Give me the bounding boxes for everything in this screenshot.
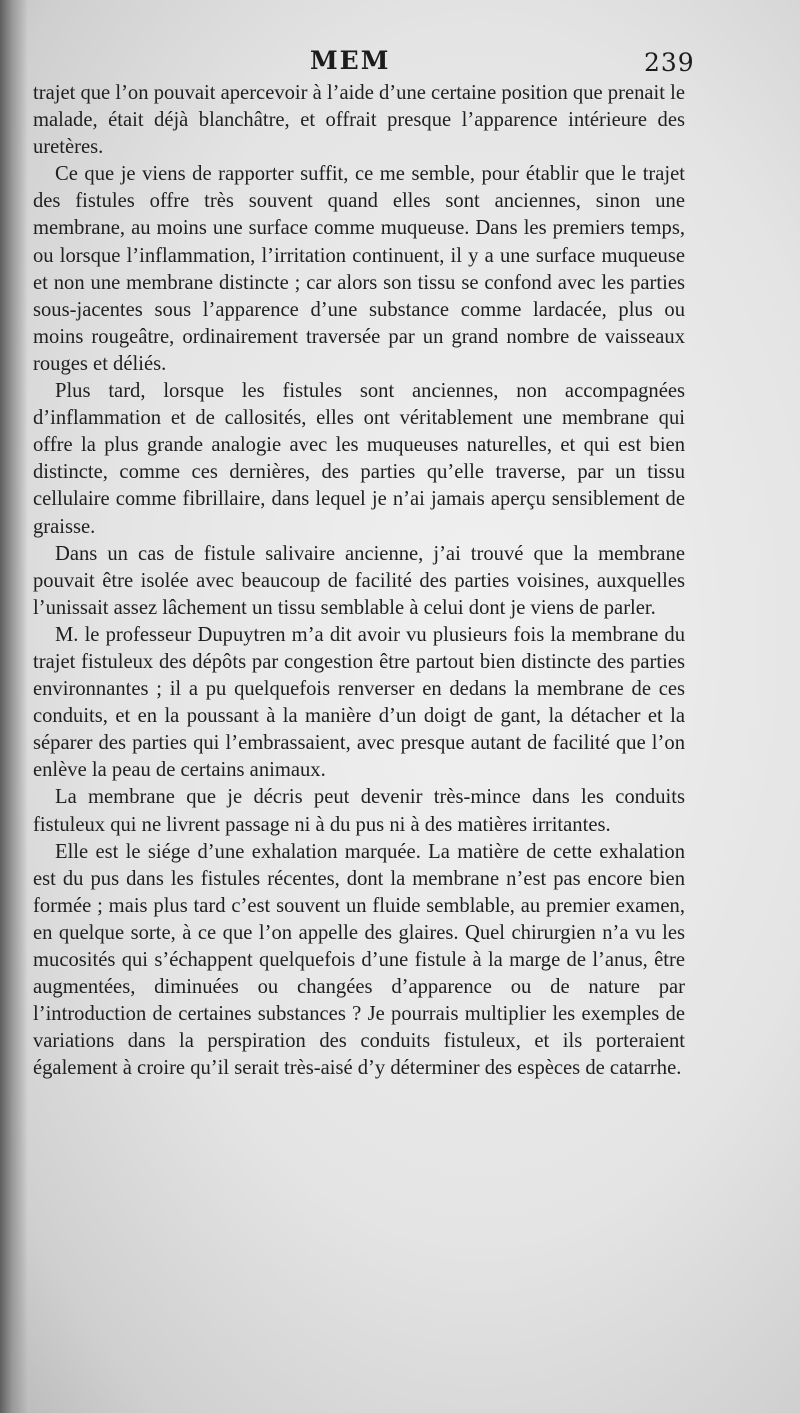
paragraph-6: La membrane que je décris peut devenir très-mince dans les conduits fistuleux qui ne livrent passage ni à du pus ni à des matières irritantes.	[33, 786, 685, 836]
paragraph-7: Elle est le siége d’une exhalation marquée. La matière de cette exhalation est du pus dans les fistules récentes, dont la membrane n’est pas encore bien formée ; mais plus tard c’est souvent un fluide semblable, au premier examen, en quelque sorte, à ce que l’on appelle des glaires. Quel chirurgien n’a vu les mucosités qui s’échappent quelquefois d’une fistule à la marge de l’anus, être augmentées, diminuées ou changées d’apparence ou de nature par l’introduction de certaines substances ? Je pourrais multiplier les exemples de variations dans la perspiration des conduits fistuleux, et ils porteraient également à croire qu’il serait très-aisé d’y déterminer des espèces de catarrhe.	[33, 840, 685, 1080]
paragraph-3: Plus tard, lorsque les fistules sont anciennes, non accompagnées d’inflammation et de callosités, elles ont véritablement une membrane qui offre la plus grande analogie avec les muqueuses naturelles, et qui est bien distincte, comme ces dernières, des parties qu’elle traverse, par un tissu cellulaire comme fibrillaire, dans lequel je n’ai jamais aperçu sensiblement de graisse.	[33, 380, 685, 538]
page-header	[0, 42, 800, 82]
paragraph-4: Dans un cas de fistule salivaire ancienne, j’ai trouvé que la membrane pouvait être isolée avec beaucoup de facilité des parties voisines, auxquelles l’unissait assez lâchement un tissu semblable à celui dont je viens de parler.	[33, 542, 685, 619]
running-head: MEM	[310, 46, 391, 75]
paragraph-1: trajet que l’on pouvait apercevoir à l’aide d’une certaine position que prenait le malade, était déjà blanchâtre, et offrait presque l’apparence intérieure des uretères.	[33, 82, 685, 159]
page-gutter-shadow	[0, 0, 28, 1413]
paragraph-5: M. le professeur Dupuytren m’a dit avoir vu plusieurs fois la membrane du trajet fistuleux des dépôts par congestion être partout bien distincte des parties environnantes ; il a pu quelquefois renverser en dedans la membrane de ces conduits, et en la poussant à la manière d’un doigt de gant, la détacher et la séparer des parties qui l’embrassaient, avec presque autant de facilité que l’on enlève la peau de certains animaux.	[33, 623, 685, 782]
page-number: 239	[644, 48, 695, 77]
paragraph-2: Ce que je viens de rapporter suffit, ce me semble, pour établir que le trajet des fistules offre très souvent quand elles sont anciennes, sinon une membrane, au moins une surface comme muqueuse. Dans les premiers temps, ou lorsque l’inflammation, l’irritation continuent, il y a une surface muqueuse et non une membrane distincte ; car alors son tissu se confond avec les parties sous-jacentes sous l’apparence d’une substance comme lardacée, plus ou moins rougeâtre, ordinairement traversée par un grand nombre de vaisseaux rouges et déliés.	[33, 163, 685, 375]
body-text	[33, 80, 685, 1082]
